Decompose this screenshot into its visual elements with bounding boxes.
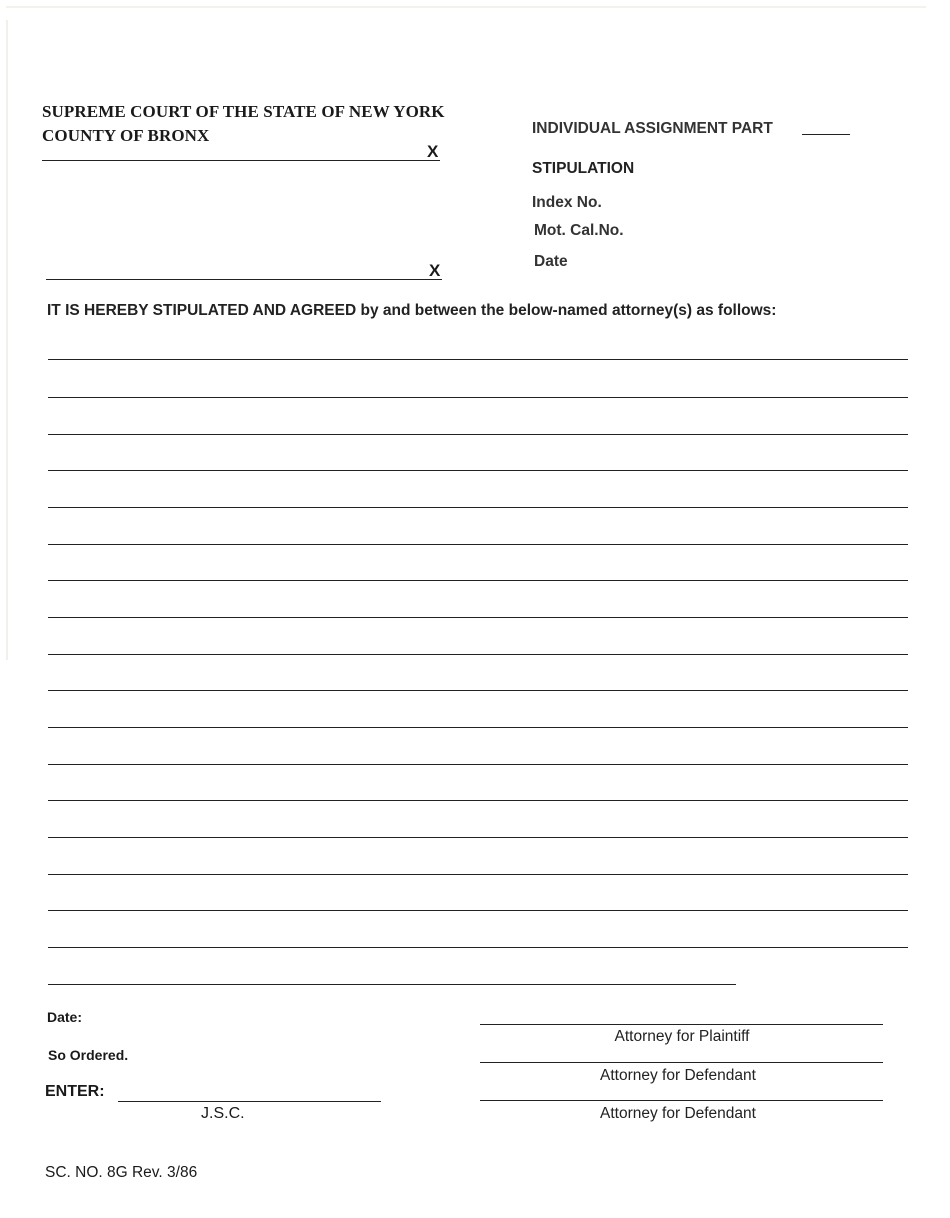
writing-line[interactable] bbox=[48, 874, 908, 875]
writing-line[interactable] bbox=[48, 544, 908, 545]
caption-line-bottom[interactable] bbox=[46, 279, 442, 280]
caption-line-top[interactable] bbox=[42, 160, 440, 161]
document-title: STIPULATION bbox=[532, 160, 635, 177]
writing-line[interactable] bbox=[48, 910, 908, 911]
assignment-part-label: INDIVIDUAL ASSIGNMENT PART bbox=[532, 120, 773, 137]
motion-calendar-label: Mot. Cal.No. bbox=[534, 222, 624, 239]
writing-line[interactable] bbox=[48, 434, 908, 435]
county-name: COUNTY OF BRONX bbox=[42, 126, 210, 145]
writing-line[interactable] bbox=[48, 507, 908, 508]
form-number: SC. NO. 8G Rev. 3/86 bbox=[45, 1164, 198, 1181]
writing-line[interactable] bbox=[48, 947, 908, 948]
writing-line[interactable] bbox=[48, 470, 908, 471]
defendant-attorney-caption-2: Attorney for Defendant bbox=[600, 1105, 756, 1122]
date-label-header: Date bbox=[534, 253, 568, 270]
page-left-edge bbox=[6, 20, 8, 660]
caption-x-mark-top: X bbox=[427, 142, 439, 161]
writing-line[interactable] bbox=[48, 800, 908, 801]
writing-line[interactable] bbox=[48, 837, 908, 838]
writing-line[interactable] bbox=[48, 764, 908, 765]
assignment-part-field[interactable] bbox=[802, 134, 850, 135]
judge-signature-line[interactable] bbox=[118, 1101, 381, 1102]
writing-line[interactable] bbox=[48, 654, 908, 655]
footer-date-label: Date: bbox=[47, 1009, 83, 1025]
stipulation-statement: IT IS HEREBY STIPULATED AND AGREED by and between the below-named attorney(s) as follows: bbox=[47, 302, 777, 319]
writing-line[interactable] bbox=[48, 727, 908, 728]
so-ordered-label: So Ordered. bbox=[48, 1047, 129, 1063]
plaintiff-attorney-signature-line[interactable] bbox=[480, 1024, 883, 1025]
writing-line[interactable] bbox=[48, 580, 908, 581]
writing-line[interactable] bbox=[48, 617, 908, 618]
defendant-attorney-caption-1: Attorney for Defendant bbox=[600, 1067, 756, 1084]
index-number-label: Index No. bbox=[532, 194, 602, 211]
defendant-attorney-signature-line-1[interactable] bbox=[480, 1062, 883, 1063]
enter-label: ENTER: bbox=[45, 1083, 105, 1100]
writing-line[interactable] bbox=[48, 359, 908, 360]
writing-line[interactable] bbox=[48, 397, 908, 398]
caption-x-mark-bottom: X bbox=[429, 261, 441, 280]
plaintiff-attorney-caption: Attorney for Plaintiff bbox=[614, 1028, 750, 1045]
court-name: SUPREME COURT OF THE STATE OF NEW YORK bbox=[42, 102, 445, 121]
jsc-label: J.S.C. bbox=[201, 1105, 245, 1122]
writing-line[interactable] bbox=[48, 690, 908, 691]
page-top-edge bbox=[6, 6, 926, 8]
defendant-attorney-signature-line-2[interactable] bbox=[480, 1100, 883, 1101]
writing-line-last[interactable] bbox=[48, 984, 736, 985]
